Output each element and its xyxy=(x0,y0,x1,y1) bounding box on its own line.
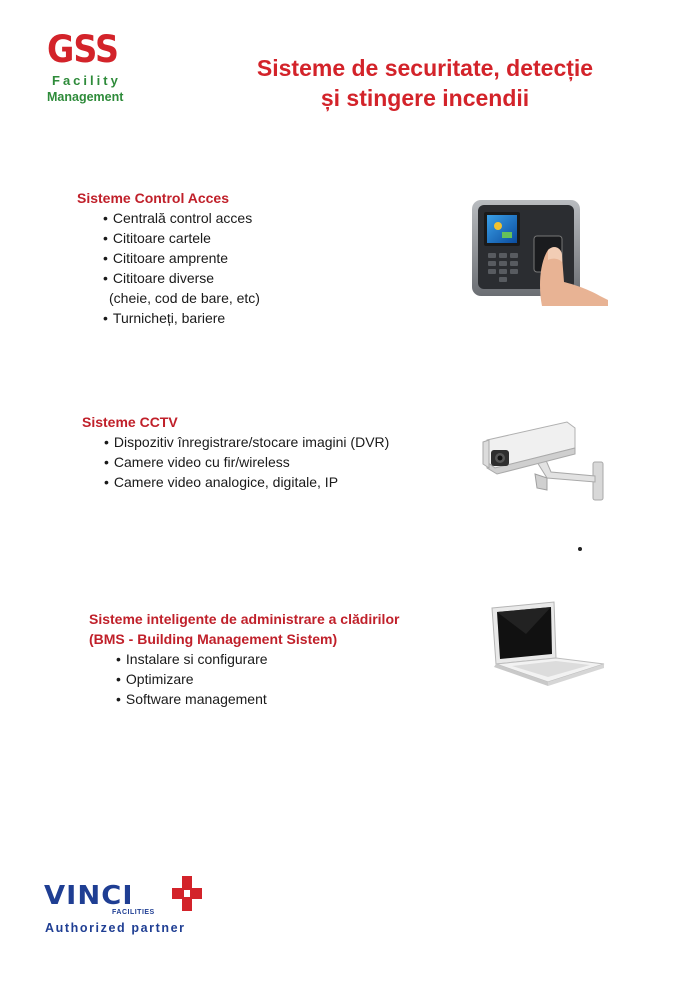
vinci-facilities: FACILITIES xyxy=(112,909,155,916)
list-item-continuation: (cheie, cod de bare, etc) xyxy=(109,290,260,306)
section-bms xyxy=(89,609,399,709)
decorative-dot xyxy=(578,547,582,551)
section-list xyxy=(104,432,389,492)
list-item: • Optimizare xyxy=(116,669,399,689)
logo-facility: Facility xyxy=(52,73,121,88)
section-list xyxy=(103,208,260,328)
section-cctv xyxy=(82,412,389,492)
list-item: • Camere video analogice, digitale, IP xyxy=(104,472,389,492)
list-item: • Cititoare amprente xyxy=(103,248,260,268)
list-item: • Software management xyxy=(116,689,399,709)
list-item: • Instalare si configurare xyxy=(116,649,399,669)
vinci-wordmark: VINCI xyxy=(44,881,134,911)
laptop-icon xyxy=(486,600,608,690)
section-heading-line-1: Sisteme inteligente de administrare a clădirilor xyxy=(89,611,400,627)
list-item: • Centrală control acces xyxy=(103,208,260,228)
page-title xyxy=(205,53,645,113)
list-item: • Turnicheți, bariere xyxy=(103,308,260,328)
list-item: • Cititoare cartele xyxy=(103,228,260,248)
section-access-control xyxy=(77,188,260,328)
cctv-camera-icon xyxy=(475,412,610,502)
logo-management: Management xyxy=(47,90,124,104)
vinci-cross-icon xyxy=(172,876,202,920)
authorized-partner-label: Authorized partner xyxy=(45,921,186,935)
list-item: • Camere video cu fir/wireless xyxy=(104,452,389,472)
gss-logo xyxy=(47,30,137,110)
title-line-2: și stingere incendii xyxy=(320,85,530,111)
logo-brand: GSS xyxy=(47,28,119,71)
section-list xyxy=(116,649,399,709)
title-line-1: Sisteme de securitate, detecție xyxy=(256,55,594,81)
section-heading-line-2: (BMS - Building Management Sistem) xyxy=(89,631,338,647)
list-item: • Dispozitiv înregistrare/stocare imagini (DVR) xyxy=(104,432,389,452)
section-heading: Sisteme Control Acces xyxy=(77,190,229,206)
vinci-partner-logo xyxy=(44,876,214,938)
list-item: • Cititoare diverse xyxy=(103,268,260,288)
fingerprint-reader-icon xyxy=(468,196,618,306)
section-heading: Sisteme CCTV xyxy=(82,414,178,430)
